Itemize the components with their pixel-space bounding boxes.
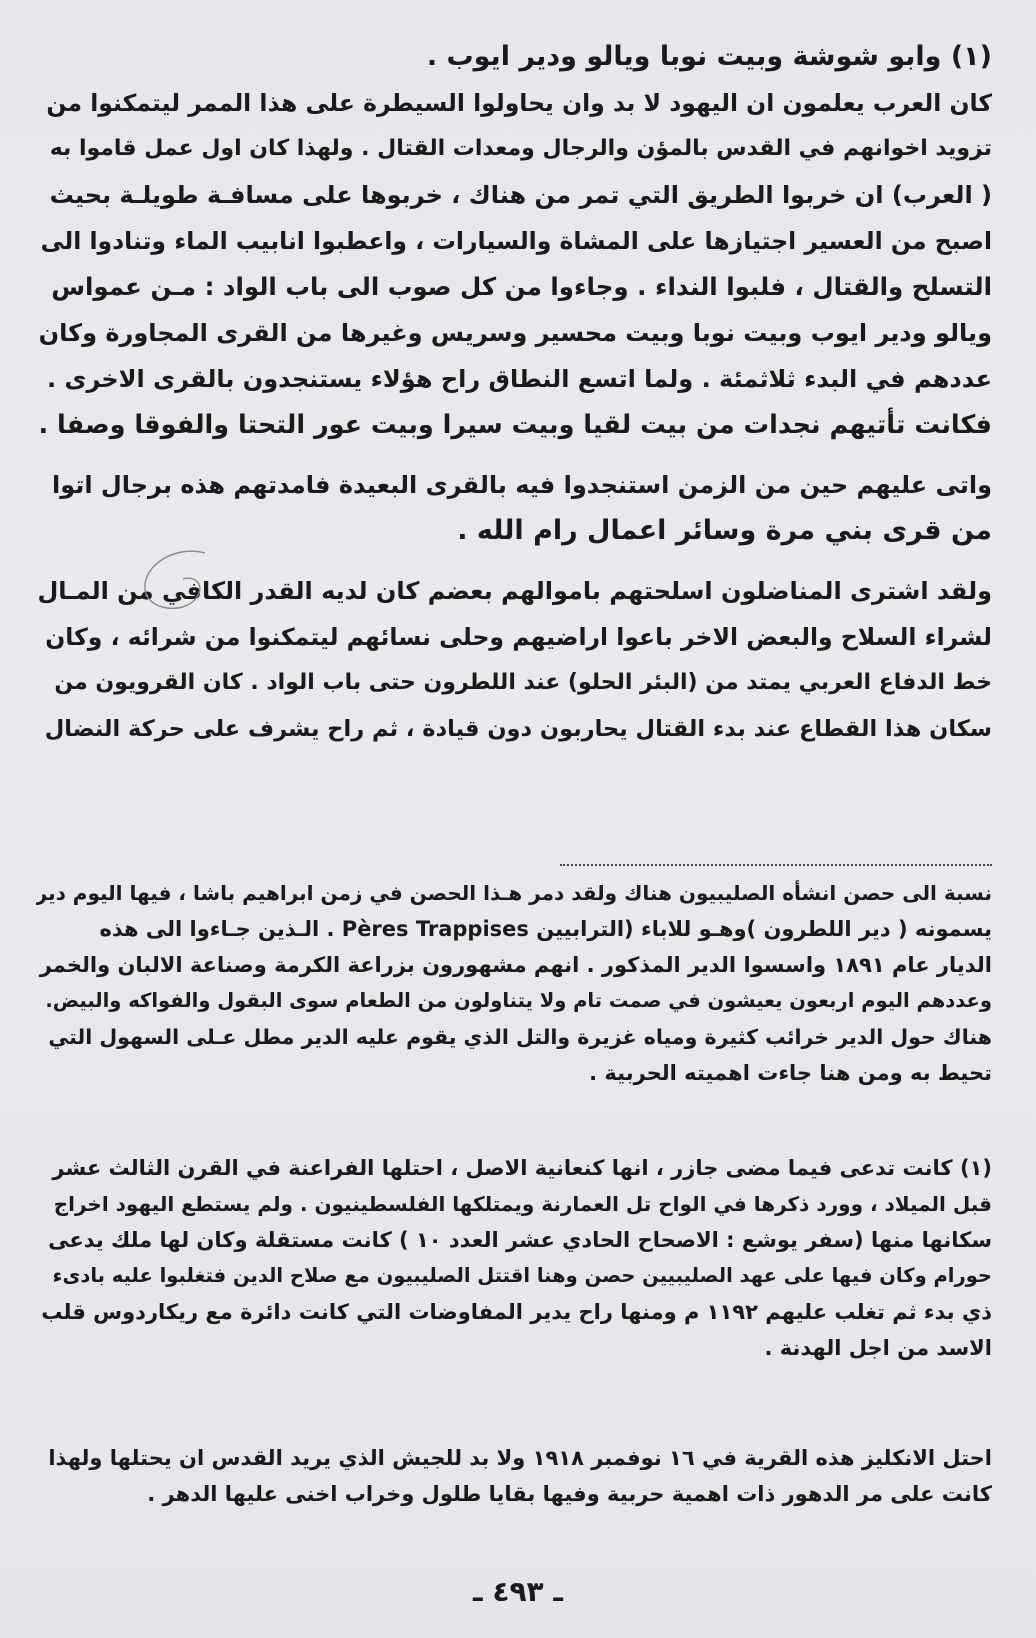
- text-line: عددهم في البدء ثلاثمئة . ولما اتسع النطاق راح هؤلاء يستنجدون بالقرى الاخرى .: [46, 365, 992, 393]
- footnote-line: احتل الانكليز هذه القرية في ١٦ نوفمبر ١٩١٨ ولا بد للجيش الذي يريد القدس ان يحتلها ولهذا: [48, 1446, 992, 1470]
- text-line: سكان هذا القطاع عند بدء القتال يحاربون دون قيادة ، ثم راح يشرف على حركة النضال: [44, 716, 992, 742]
- text-line: اصبح من العسير اجتيازها على المشاة والسيارات ، واعطبوا انابيب الماء وتنادوا الى: [40, 227, 992, 255]
- page-number: ـ ٤٩٣ ـ: [473, 1575, 563, 1608]
- text-line: فكانت تأتيهم نجدات من بيت لقيا وبيت سيرا وبيت عور التحتا والفوقا وصفا .: [38, 410, 992, 440]
- footnote-line: الديار عام ١٨٩١ واسسوا الدير المذكور . انهم مشهورون بزراعة الكرمة وصناعة الالبان والخمر: [39, 953, 992, 977]
- footnote-line: (١) كانت تدعى فيما مضى جازر ، انها كنعانية الاصل ، احتلها الفراعنة في القرن الثالث عشر: [52, 1156, 992, 1180]
- footnote-line: يسمونه ( دير اللطرون )وهـو للاباء (الترابيين Pères Trappises . الـذين جـاءوا الى هذه: [99, 917, 992, 941]
- text-line: ولقد اشترى المناضلون اسلحتهم باموالهم بعضم كان لديه القدر الكافي من المـال: [37, 577, 992, 605]
- text-line: (١) وابو شوشة وبيت نوبا ويالو ودير ايوب .: [426, 41, 992, 72]
- text-line: ويالو ودير ايوب وبيت نوبا وبيت محسير وسريس وغيرها من القرى المجاورة وكان: [38, 319, 992, 347]
- main-text: [36, 34, 992, 752]
- footnote-line: تحيط به ومن هنا جاءت اهميته الحربية .: [589, 1061, 992, 1085]
- footnote-line: حورام وكان فيها على عهد الصليبيين حصن وهنا اقتتل الصليبيون مع صلاح الدين فتغلبوا عليه بادىء: [52, 1264, 992, 1287]
- footnote-line: وعددهم اليوم اربعون يعيشون في صمت تام ولا يتناولون من الطعام سوى البقول والفواكه والبيض.: [45, 989, 992, 1012]
- text-line: تزويد اخوانهم في القدس بالمؤن والرجال ومعدات القتال . ولهذا كان اول عمل قاموا به: [49, 136, 992, 161]
- text-line: لشراء السلاح والبعض الاخر باعوا اراضيهم وحلى نسائهم ليتمكنوا من شرائه ، وكان: [45, 623, 992, 651]
- footnote-3: [36, 1440, 992, 1512]
- footnote-line: ذي بدء ثم تغلب عليهم ١١٩٢ م ومنها راح يدير المفاوضات التي كانت دائرة مع ريكاردوس قلب: [41, 1300, 992, 1324]
- text-line: خط الدفاع العربي يمتد من (البئر الحلو) عند اللطرون حتى باب الواد . كان القرويون من: [54, 670, 992, 695]
- footnote-line: سكانها منها (سفر يوشع : الاصحاح الحادي عشر العدد ١٠ ) كانت مستقلة وكان لها ملك يدعى: [48, 1228, 992, 1252]
- footnote-2: [36, 1150, 992, 1366]
- text-line: التسلح والقتال ، فلبوا النداء . وجاءوا من كل صوب الى باب الواد : مـن عمواس: [51, 272, 992, 301]
- footnote-line: الاسد من اجل الهدنة .: [764, 1336, 992, 1360]
- footnote-1: [36, 875, 992, 1091]
- footnote-line: قبل الميلاد ، وورد ذكرها في الواح تل العمارنة ويمتلكها الفلسطينيون . ولم يستطع اليهود اخراج: [53, 1192, 992, 1216]
- footnote-line: هناك حول الدير خرائب كثيرة ومياه غزيرة والتل الذي يقوم عليه الدير مطل عـلى السهول التي: [48, 1025, 992, 1049]
- footnote-line: نسبة الى حصن انشأه الصليبيون هناك ولقد دمر هـذا الحصن في زمن ابراهيم باشا ، فيها اليوم دير: [36, 881, 992, 905]
- pencil-mark: [135, 545, 225, 617]
- footnote-divider: [560, 864, 992, 866]
- text-line: من قرى بني مرة وسائر اعمال رام الله .: [457, 515, 992, 546]
- text-line: كان العرب يعلمون ان اليهود لا بد وان يحاولوا السيطرة على هذا الممر ليتمكنوا من: [46, 89, 992, 117]
- footnote-line: كانت على مر الدهور ذات اهمية حربية وفيها بقايا طلول وخراب اخنى عليها الدهر .: [147, 1482, 992, 1506]
- text-line: ( العرب) ان خربوا الطريق التي تمر من هناك ، خربوها على مسافـة طويلـة بحيث: [49, 181, 992, 209]
- text-line: واتى عليهم حين من الزمن استنجدوا فيه بالقرى البعيدة فامدتهم هذه برجال اتوا: [52, 471, 992, 499]
